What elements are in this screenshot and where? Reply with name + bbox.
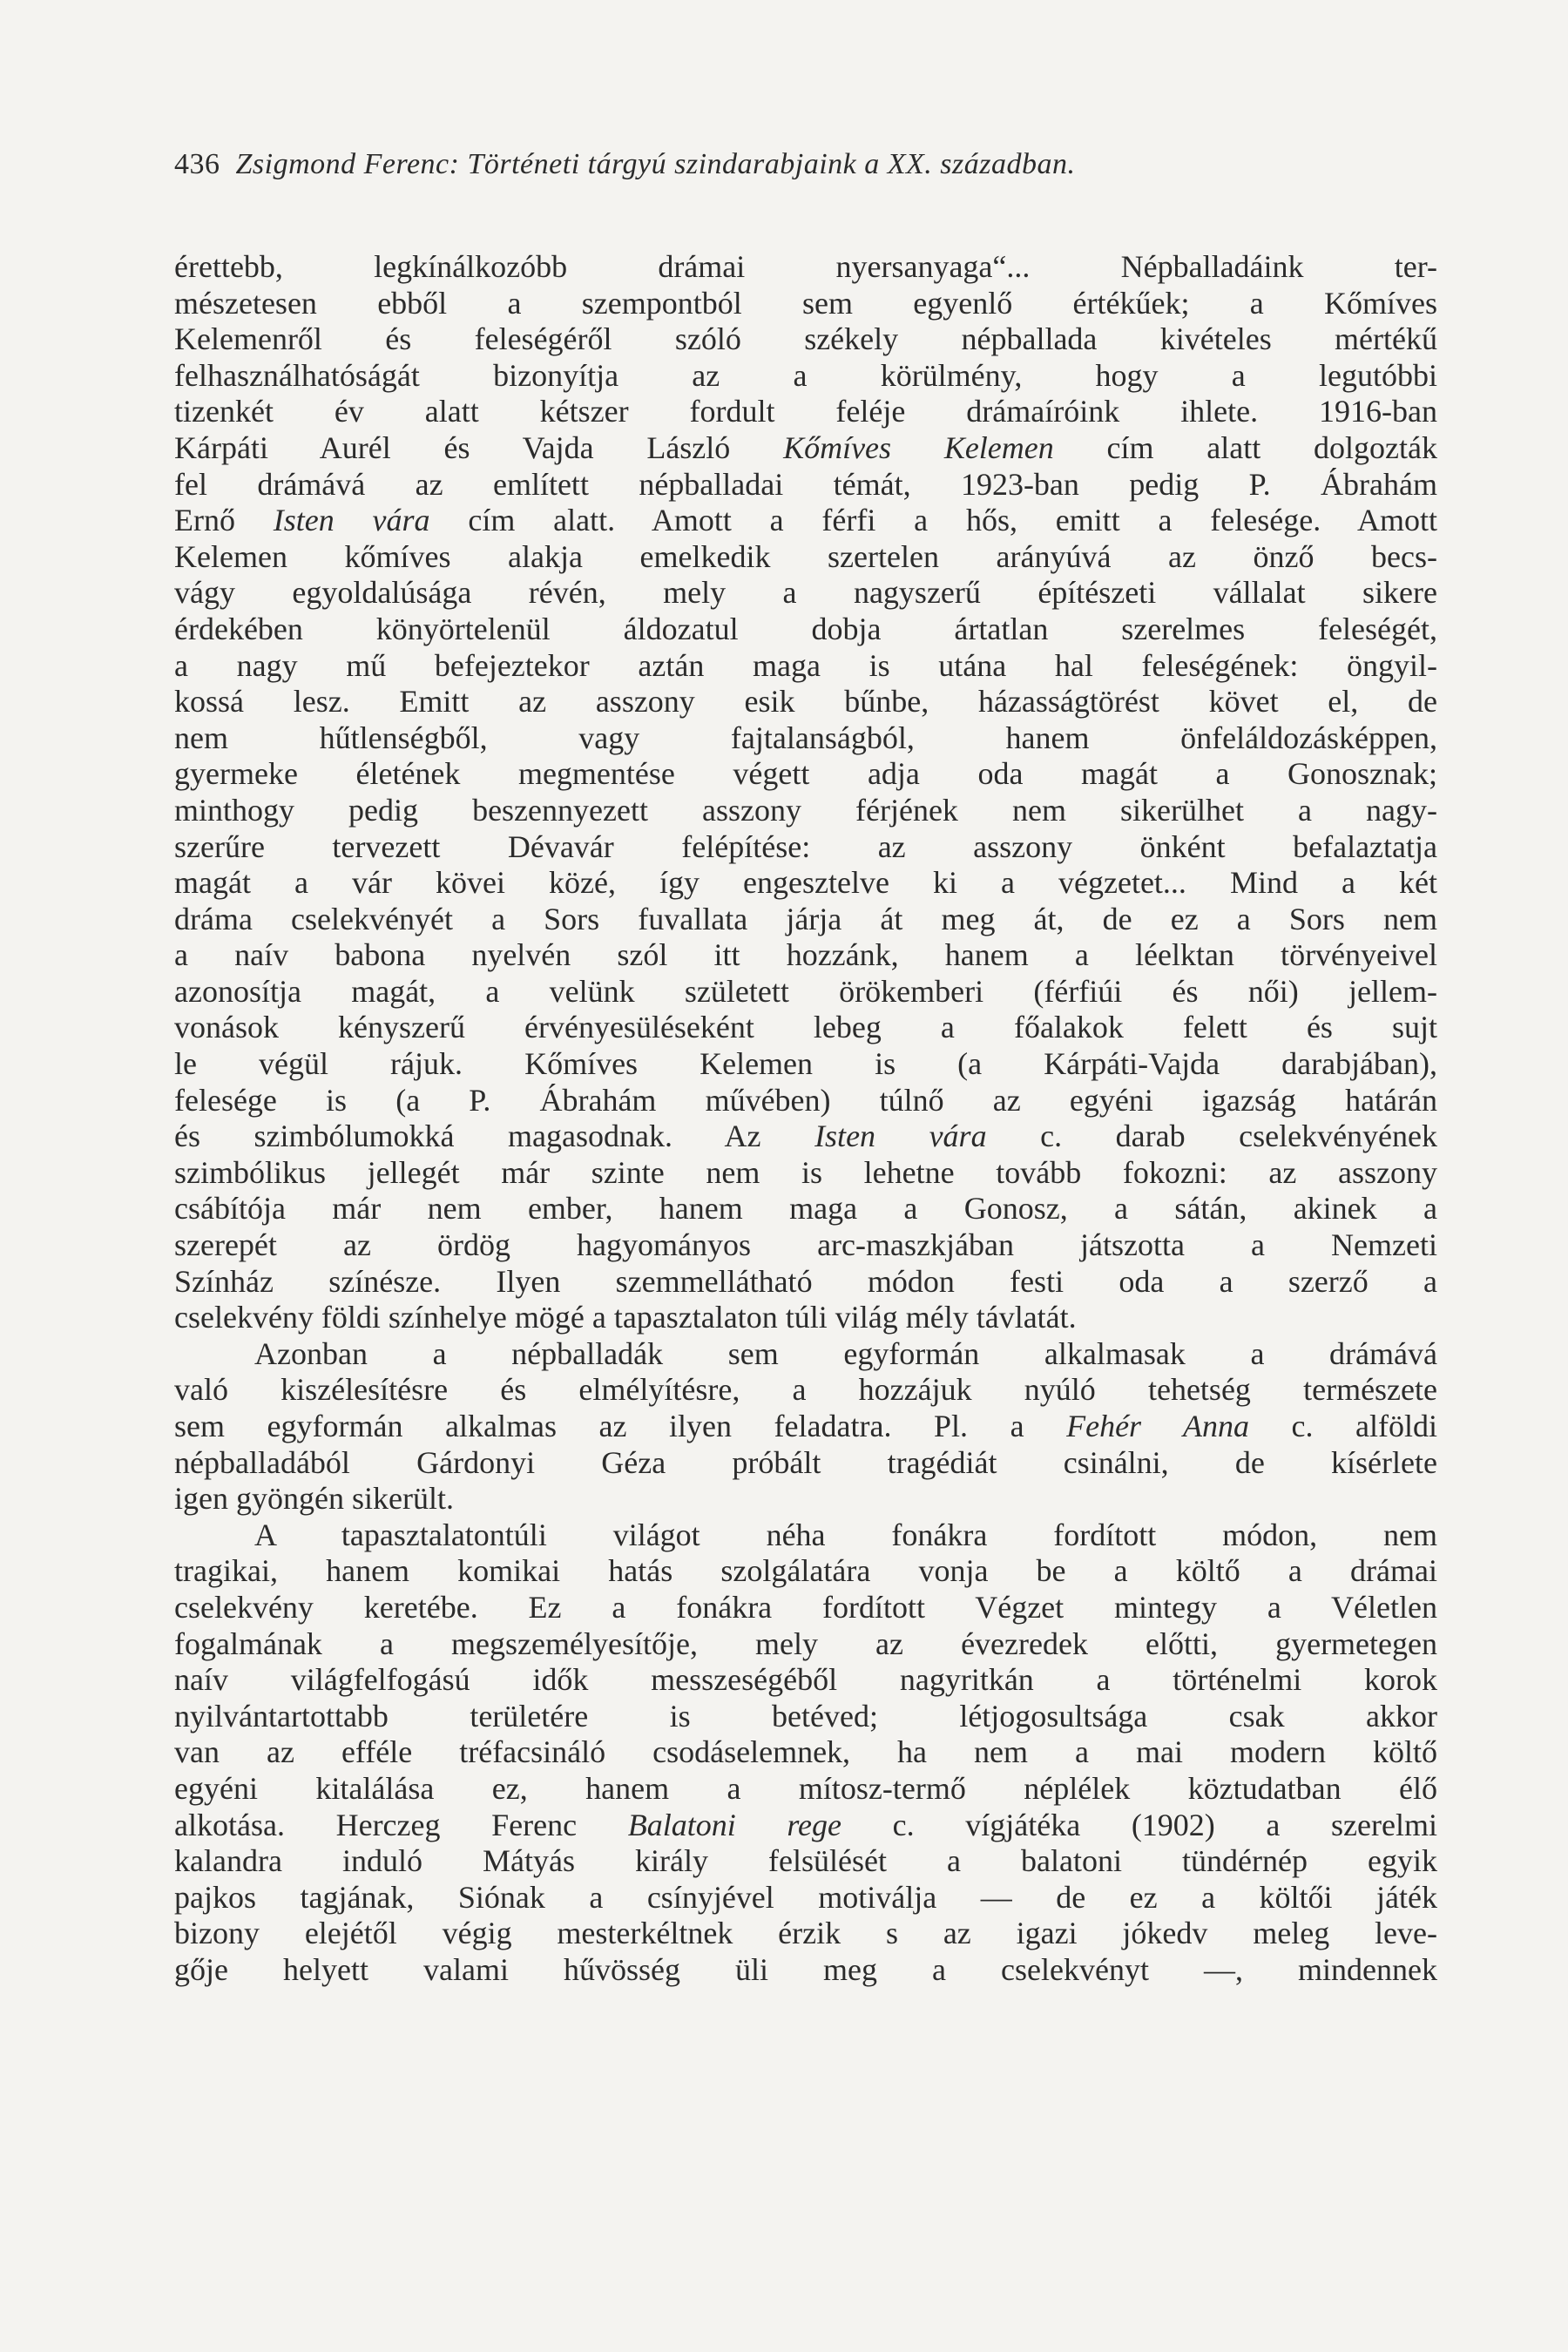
text-segment: gője helyett valami hűvösség üli meg a cselekvényt —, mindennek xyxy=(174,1951,1437,1987)
text-segment: bizony elejétől végig mesterkéltnek érzik s az igazi jókedv meleg leve- xyxy=(174,1916,1437,1951)
italic-title: Fehér Anna xyxy=(1066,1409,1249,1443)
text-segment: dráma cselekvényét a Sors fuvallata járja át meg át, de ez a Sors nem xyxy=(174,901,1437,936)
text-line xyxy=(174,1300,1437,1336)
text-line xyxy=(174,503,1437,539)
text-line xyxy=(174,1517,1437,1554)
text-line xyxy=(174,1771,1437,1808)
text-segment: c. alföldi xyxy=(1248,1409,1438,1443)
text-segment: vágy egyoldalúsága révén, mely a nagyszerű építészeti vállalat sikere xyxy=(174,575,1437,611)
text-line xyxy=(174,1808,1437,1844)
text-line xyxy=(174,612,1437,648)
text-line xyxy=(174,1083,1437,1119)
text-line xyxy=(174,358,1437,395)
text-segment: kalandra induló Mátyás király felsülését a balatoni tündérnép egyik xyxy=(174,1843,1437,1879)
text-segment: egyéni kitalálása ez, hanem a mítosz-termő néplélek köztudatban élő xyxy=(174,1770,1437,1806)
text-line xyxy=(174,249,1437,286)
text-segment: szerűre tervezett Dévavár felépítése: az asszony önként befalaztatja xyxy=(174,828,1437,864)
text-line xyxy=(174,1843,1437,1880)
text-segment: azonosítja magát, a velünk született örökemberi (férfiúi és női) jellem- xyxy=(174,973,1437,1009)
text-segment: cselekvény földi színhelye mögé a tapasztalaton túli világ mély távlatát. xyxy=(174,1300,1077,1335)
text-segment: tizenkét év alatt kétszer fordult feléje drámaíróink ihlete. 1916-ban xyxy=(174,394,1437,429)
text-line xyxy=(174,430,1437,467)
text-segment: népballadából Gárdonyi Géza próbált tragédiát csinálni, de kísérlete xyxy=(174,1444,1437,1480)
text-segment: érdekében könyörtelenül áldozatul dobja ártatlan szerelmes feleségét, xyxy=(174,611,1437,646)
italic-title: Isten vára xyxy=(814,1119,987,1154)
text-line xyxy=(174,937,1437,974)
text-segment: csábítója már nem ember, hanem maga a Gonosz, a sátán, akinek a xyxy=(174,1191,1437,1227)
text-segment: tragikai, hanem komikai hatás szolgálatára vonja be a költő a drámai xyxy=(174,1553,1437,1589)
text-line xyxy=(174,1119,1437,1155)
italic-title: Kőmíves Kelemen xyxy=(783,429,1054,465)
text-segment: a nagy mű befejeztekor aztán maga is utána hal feleségének: öngyil- xyxy=(174,647,1437,683)
text-line xyxy=(174,1372,1437,1409)
text-line xyxy=(174,720,1437,757)
text-segment: Kelemen kőmíves alakja emelkedik szertelen arányúvá az önző becs- xyxy=(174,538,1437,574)
text-line xyxy=(174,1191,1437,1227)
text-segment: vonások kényszerű érvényesüléseként lebeg a főalakok felett és sujt xyxy=(174,1010,1437,1045)
text-line xyxy=(174,467,1437,504)
text-segment: szimbólikus jellegét már szinte nem is lehetne tovább fokozni: az asszony xyxy=(174,1154,1437,1190)
text-line xyxy=(174,1553,1437,1590)
text-segment: Kelemenről és feleségéről szóló székely népballada kivételes mértékű xyxy=(174,321,1437,357)
text-segment: naív világfelfogású idők messzeségéből nagyritkán a történelmi korok xyxy=(174,1662,1437,1698)
text-segment: érettebb, legkínálkozóbb drámai nyersanyaga“... Népballadáink ter- xyxy=(174,249,1437,284)
text-line xyxy=(174,793,1437,829)
text-line xyxy=(174,1734,1437,1771)
text-line xyxy=(174,648,1437,685)
text-line xyxy=(174,1916,1437,1952)
text-line xyxy=(174,1010,1437,1046)
italic-title: Isten vára xyxy=(273,503,430,538)
text-segment: gyermeke életének megmentése végett adja oda magát a Gonosznak; xyxy=(174,756,1437,792)
text-line xyxy=(174,575,1437,612)
text-line xyxy=(174,1155,1437,1192)
book-page xyxy=(174,148,1437,1989)
text-segment: és szimbólumokká magasodnak. Az xyxy=(174,1119,815,1154)
text-segment: való kiszélesítésre és elmélyítésre, a hozzájuk nyúló tehetség természete xyxy=(174,1372,1437,1408)
text-segment: magát a vár kövei közé, így engesztelve ki a végzetet... Mind a két xyxy=(174,865,1437,901)
text-segment: minthogy pedig beszennyezett asszony férjének nem sikerülhet a nagy- xyxy=(174,792,1437,828)
text-line xyxy=(174,1445,1437,1482)
text-line xyxy=(174,286,1437,322)
page-number: 436 xyxy=(174,148,220,180)
text-segment: nyilvántartottabb területére is betéved; létjogosultsága csak akkor xyxy=(174,1698,1437,1734)
text-segment: felesége is (a P. Ábrahám művében) túlnő az egyéni igazság határán xyxy=(174,1082,1437,1118)
text-line xyxy=(174,1046,1437,1083)
text-segment: Kárpáti Aurél és Vajda László xyxy=(174,429,784,465)
text-line xyxy=(174,1880,1437,1916)
text-line xyxy=(174,974,1437,1010)
text-line xyxy=(174,539,1437,576)
text-segment: felhasználhatóságát bizonyítja az a körülmény, hogy a legutóbbi xyxy=(174,357,1437,393)
text-segment: igen gyöngén sikerült. xyxy=(174,1481,454,1517)
text-line xyxy=(174,1699,1437,1735)
text-segment: cím alatt dolgozták xyxy=(1053,429,1437,465)
running-title: Zsigmond Ferenc: Történeti tárgyú szindarabjaink a XX. században. xyxy=(235,148,1076,180)
text-segment: nem hűtlenségből, vagy fajtalanságból, hanem önfeláldozásképpen, xyxy=(174,720,1437,755)
text-segment: le végül rájuk. Kőmíves Kelemen is (a Kárpáti-Vajda darabjában), xyxy=(174,1046,1437,1082)
text-line xyxy=(174,756,1437,793)
text-line xyxy=(174,865,1437,902)
text-line xyxy=(174,1409,1437,1445)
text-segment: Azonban a népballadák sem egyformán alkalmasak a drámává xyxy=(254,1335,1437,1371)
text-segment: fel drámává az említett népballadai témát, 1923-ban pedig P. Ábrahám xyxy=(174,466,1437,502)
body-text xyxy=(174,249,1437,1989)
text-line xyxy=(174,1336,1437,1373)
text-segment: cselekvény keretébe. Ez a fonákra fordított Végzet mintegy a Véletlen xyxy=(174,1589,1437,1625)
text-segment: pajkos tagjának, Siónak a csínyjével motiválja — de ez a költői játék xyxy=(174,1879,1437,1915)
text-segment: Színház színésze. Ilyen szemmellátható módon festi oda a szerző a xyxy=(174,1263,1437,1299)
text-segment: kossá lesz. Emitt az asszony esik bűnbe, házasságtörést követ el, de xyxy=(174,684,1437,720)
text-segment: alkotása. Herczeg Ferenc xyxy=(174,1807,628,1842)
text-segment: sem egyformán alkalmas az ilyen feladatra. Pl. a xyxy=(174,1409,1067,1443)
text-line xyxy=(174,1227,1437,1264)
text-line xyxy=(174,321,1437,358)
text-segment: szerepét az ördög hagyományos arc-maszkjában játszotta a Nemzeti xyxy=(174,1227,1437,1263)
text-line xyxy=(174,1264,1437,1301)
text-segment: fogalmának a megszemélyesítője, mely az évezredek előtti, gyermetegen xyxy=(174,1625,1437,1661)
text-segment: mészetesen ebből a szempontból sem egyenlő értékűek; a Kőmíves xyxy=(174,285,1437,321)
text-segment: a naív babona nyelvén szól itt hozzánk, hanem a léelktan törvényeivel xyxy=(174,937,1437,973)
text-line xyxy=(174,1590,1437,1626)
text-line xyxy=(174,902,1437,938)
text-line xyxy=(174,1952,1437,1989)
italic-title: Balatoni rege xyxy=(627,1807,841,1842)
running-head xyxy=(174,148,1437,181)
text-line xyxy=(174,829,1437,866)
text-line xyxy=(174,1662,1437,1699)
text-segment: c. vígjátéka (1902) a szerelmi xyxy=(841,1807,1437,1842)
text-line xyxy=(174,394,1437,430)
text-segment: Ernő xyxy=(174,503,274,538)
text-segment: A tapasztalatontúli világot néha fonákra fordított módon, nem xyxy=(254,1517,1437,1552)
text-line xyxy=(174,1626,1437,1663)
text-line xyxy=(174,684,1437,720)
text-segment: c. darab cselekvényének xyxy=(986,1119,1438,1154)
text-segment: cím alatt. Amott a férfi a hős, emitt a felesége. Amott xyxy=(429,503,1438,538)
text-segment: van az efféle tréfacsináló csodáselemnek, ha nem a mai modern költő xyxy=(174,1734,1437,1770)
text-line xyxy=(174,1481,1437,1517)
